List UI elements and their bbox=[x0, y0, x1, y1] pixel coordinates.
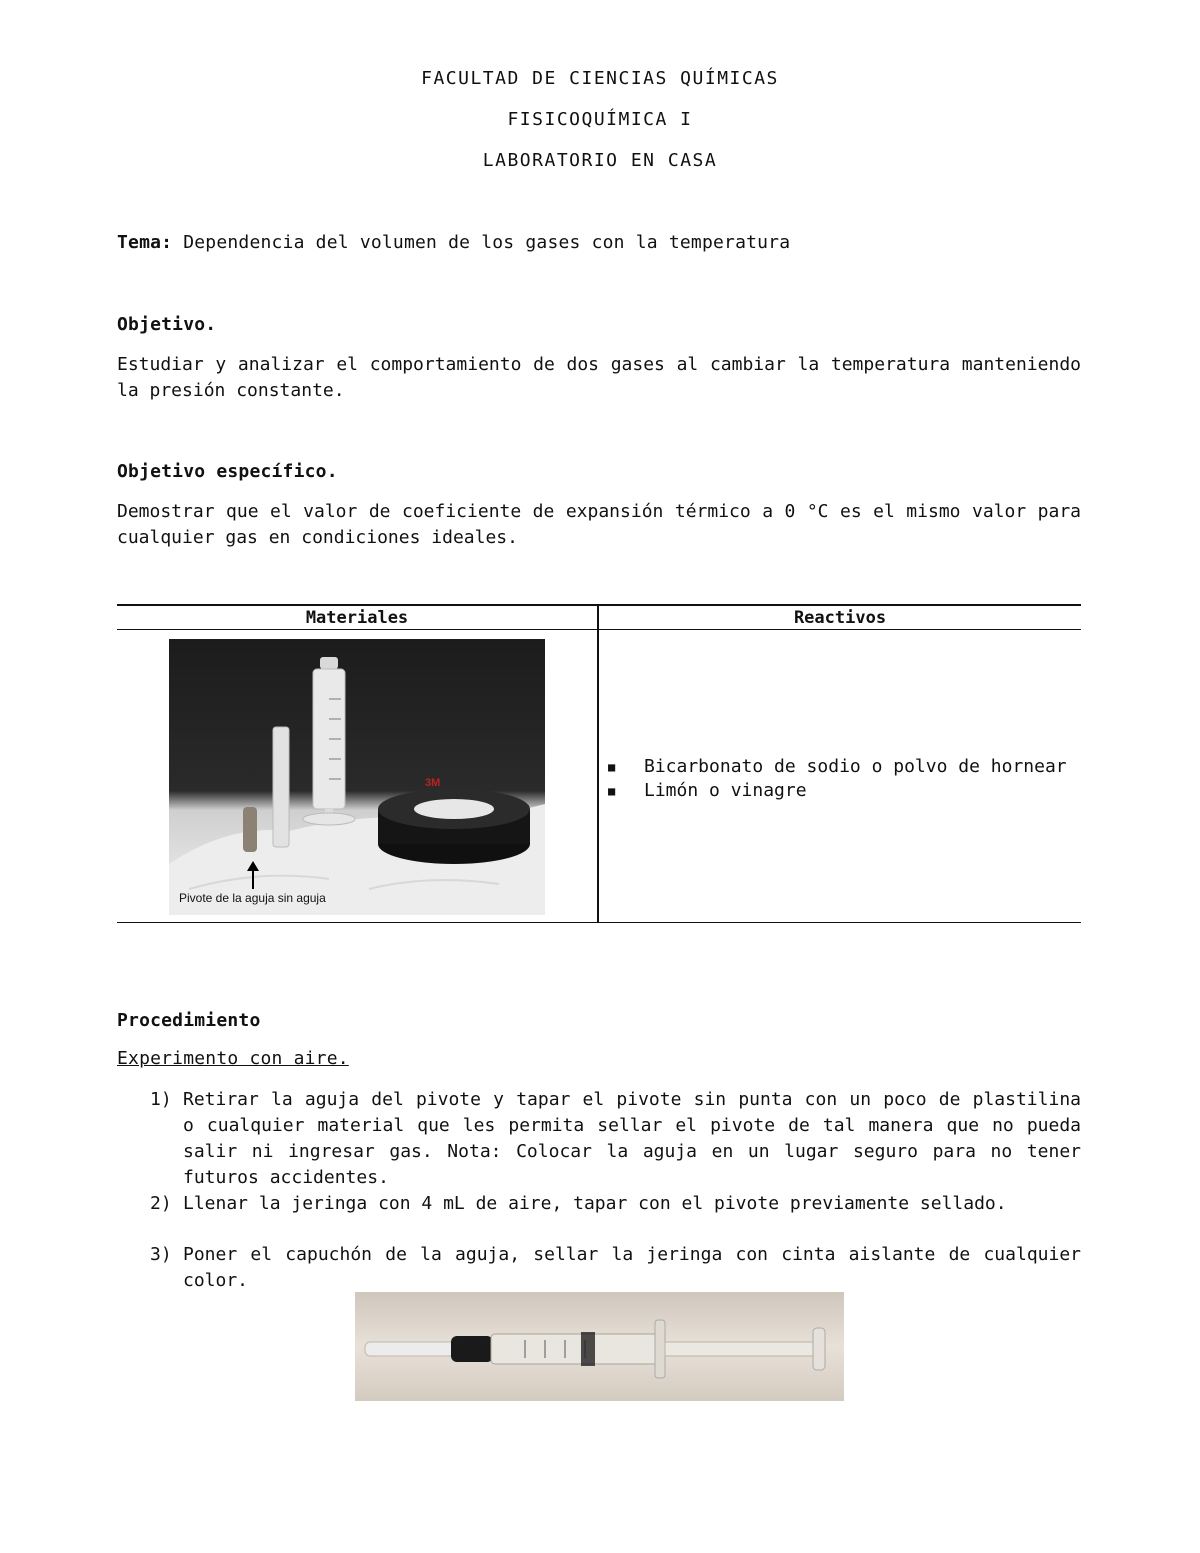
procedure-step bbox=[150, 1242, 1081, 1294]
reagent-item: Bicarbonato de sodio o polvo de hornear bbox=[644, 756, 1067, 777]
table-column-divider bbox=[597, 604, 599, 923]
faculty-title: FACULTAD DE CIENCIAS QUÍMICAS bbox=[421, 68, 779, 89]
procedure-step bbox=[150, 1191, 1081, 1217]
experiment-subheading: Experimento con aire. bbox=[117, 1048, 349, 1069]
materials-photo bbox=[169, 639, 545, 915]
table-bottom-rule bbox=[117, 922, 1081, 923]
reagent-item: Limón o vinagre bbox=[644, 780, 807, 801]
reagents-header: Reactivos bbox=[793, 608, 887, 628]
bullet-icon: ■ bbox=[608, 784, 616, 798]
materials-illustration bbox=[169, 639, 545, 915]
procedure-heading: Procedimiento bbox=[117, 1010, 261, 1031]
step-number: 2) bbox=[150, 1193, 172, 1214]
step-number: 1) bbox=[150, 1089, 172, 1110]
lab-title: LABORATORIO EN CASA bbox=[482, 150, 718, 171]
step-text: Llenar la jeringa con 4 mL de aire, tapar con el pivote previamente sellado. bbox=[183, 1193, 1007, 1214]
specific-objective-heading: Objetivo específico. bbox=[117, 461, 338, 482]
pivot-caption: Pivote de la aguja sin aguja bbox=[179, 891, 326, 905]
bullet-icon: ■ bbox=[608, 760, 616, 774]
topic-text: Dependencia del volumen de los gases con la temperatura bbox=[172, 232, 791, 253]
tape-brand-label: 3M bbox=[425, 777, 441, 789]
list-item bbox=[608, 779, 1067, 803]
step-text: Retirar la aguja del pivote y tapar el pivote sin punta con un poco de plastilina o cualquier material que les permita sellar el pivote de tal manera que no pueda salir ni ingresar gas. Nota: Colocar la aguja en un lugar seguro para no tener futuros accidentes. bbox=[183, 1089, 1081, 1188]
syringe-illustration bbox=[355, 1292, 844, 1401]
materials-header: Materiales bbox=[305, 608, 409, 628]
topic-label: Tema: bbox=[117, 232, 173, 253]
procedure-step bbox=[150, 1087, 1081, 1191]
objective-text: Estudiar y analizar el comportamiento de dos gases al cambiar la temperatura manteniendo la presión constante. bbox=[117, 354, 1081, 401]
table-top-rule bbox=[117, 604, 1081, 606]
step-number: 3) bbox=[150, 1244, 172, 1265]
course-title: FISICOQUÍMICA I bbox=[507, 109, 693, 130]
table-header-rule bbox=[117, 629, 1081, 630]
specific-objective-text: Demostrar que el valor de coeficiente de expansión térmico a 0 °C es el mismo valor para cualquier gas en condiciones ideales. bbox=[117, 501, 1081, 548]
sealed-syringe-photo bbox=[355, 1292, 844, 1401]
step-text: Poner el capuchón de la aguja, sellar la jeringa con cinta aislante de cualquier color. bbox=[183, 1244, 1081, 1291]
reagents-list bbox=[608, 755, 1067, 803]
list-item bbox=[608, 755, 1067, 779]
objective-heading: Objetivo. bbox=[117, 314, 217, 335]
topic-line bbox=[117, 232, 790, 253]
